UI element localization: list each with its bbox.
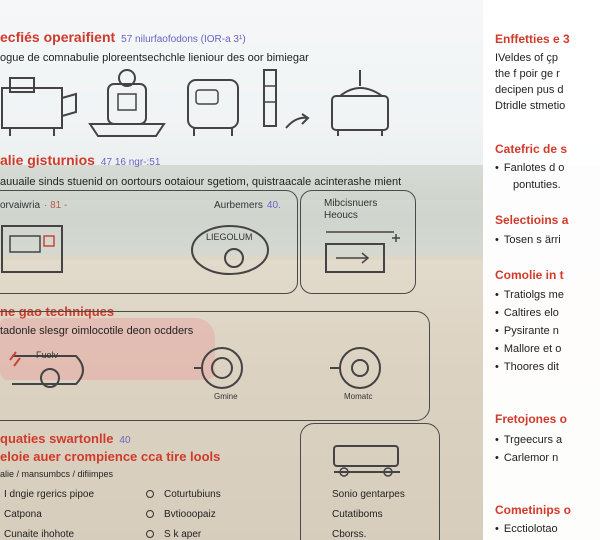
list-item: • Caltires elo xyxy=(495,304,564,322)
list-item: • Fanlotes d o xyxy=(495,160,564,176)
section-4-title: quaties swartonlle 40 xyxy=(0,431,131,446)
list-item: • Pysirante n xyxy=(495,322,564,340)
conveyor-tool-icon xyxy=(330,440,410,480)
list-col-2 xyxy=(146,484,221,540)
device-1-label: Fuolv xyxy=(36,350,59,360)
list-item: • Tratiolgs me xyxy=(495,286,564,304)
circle-bullet-icon xyxy=(146,530,154,538)
pump-icon xyxy=(256,66,316,138)
right-section-6-list xyxy=(495,521,558,537)
mixer-icon xyxy=(326,66,400,138)
section-1-title: ecfiés operaifient 57 nilurfaofodons (IOR-a 3¹) xyxy=(0,29,246,45)
controller-display-text: LIEGOLUM xyxy=(206,232,253,242)
list-col-1 xyxy=(4,484,94,540)
control-cell-3-label: Mibcisnuers Heoucs xyxy=(324,198,378,221)
right-section-2-cont: pontuties. xyxy=(513,179,561,191)
section-2-subtitle: auuaile sinds stuenid on oortours ootaiour sgetiom, quistraacale acinterashe mient xyxy=(0,176,402,188)
right-section-2-title: Catefric de s xyxy=(495,142,568,156)
right-text-column xyxy=(483,0,600,540)
list-item: • Mallore et o xyxy=(495,340,564,358)
right-section-5-title: Fretojones o xyxy=(495,412,568,426)
section-2-title: alie gisturnios 47 16 ngr-:51 xyxy=(0,152,161,168)
section-4-note: 40 xyxy=(119,435,131,446)
right-section-2-list xyxy=(495,160,564,176)
control-cell-1-label: orvaiwria · 81 - xyxy=(0,200,68,211)
press-icon xyxy=(86,64,168,140)
circle-bullet-icon xyxy=(146,490,154,498)
right-section-4-title: Comolie in t xyxy=(495,268,564,282)
list-item: Coturtubiuns xyxy=(146,484,221,504)
section-2-note: 47 16 ngr-:51 xyxy=(100,157,161,168)
right-section-1-title: Enffetties e 3 xyxy=(495,32,570,46)
list-item: Bvtiooopaiz xyxy=(146,504,221,524)
right-section-3-list xyxy=(495,232,561,248)
right-section-6-title: Cometinips o xyxy=(495,503,572,517)
list-item: S k aper xyxy=(146,524,221,540)
control-cell-2-label: Aurbemers 40. xyxy=(214,200,281,211)
rotor-device-icon xyxy=(192,344,254,396)
list-item: Catpona xyxy=(4,508,42,520)
list-item: • Carlemor n xyxy=(495,449,562,467)
machine-icon xyxy=(0,68,80,140)
list-col-3 xyxy=(332,484,405,540)
right-section-3-title: Selectioins a xyxy=(495,213,569,227)
display-panel-icon xyxy=(0,222,66,278)
dial-controller-icon xyxy=(188,222,272,278)
flow-meter-icon xyxy=(322,226,402,278)
section-1-subtitle: ogue de comnabulie ploreentsechchle lieniour des oor bimiegar xyxy=(0,52,309,64)
device-3-label: Momatc xyxy=(344,392,373,401)
section-3-subtitle: tadonle slesgr oimlocotile deon ocdders xyxy=(0,325,194,337)
list-item: • Trgeecurs a xyxy=(495,431,562,449)
section-1-note: 57 nilurfaofodons (IOR-a 3¹) xyxy=(121,34,246,45)
list-item: I dngie rgerics pipoe xyxy=(4,488,95,500)
list-item: • Tosen s ärri xyxy=(495,232,561,248)
list-item: • Ecctiolotao xyxy=(495,521,558,537)
turbine-device-icon xyxy=(328,344,390,396)
list-item: Cunaite ihohote xyxy=(4,528,75,540)
cabinet-icon xyxy=(184,76,244,138)
right-section-5-list xyxy=(495,431,562,467)
list-item: Cborss. xyxy=(332,528,367,540)
right-section-4-list xyxy=(495,286,564,376)
list-header: alie / mansumbcs / difiimpes xyxy=(0,469,114,479)
right-section-1-body: IVeldes of çp the f poir ge r decipen pus d Dtridle stmetio xyxy=(495,52,566,112)
section-3-title: ne gao techniques xyxy=(0,304,115,319)
list-item: Sonio gentarpes xyxy=(332,488,405,500)
section-4-title-2: eloie auer crompience cca tire lools xyxy=(0,449,221,464)
device-2-label: Gmine xyxy=(214,392,238,401)
circle-bullet-icon xyxy=(146,510,154,518)
list-item: Cutatiboms xyxy=(332,508,383,520)
list-item: • Thoores dit xyxy=(495,358,564,376)
